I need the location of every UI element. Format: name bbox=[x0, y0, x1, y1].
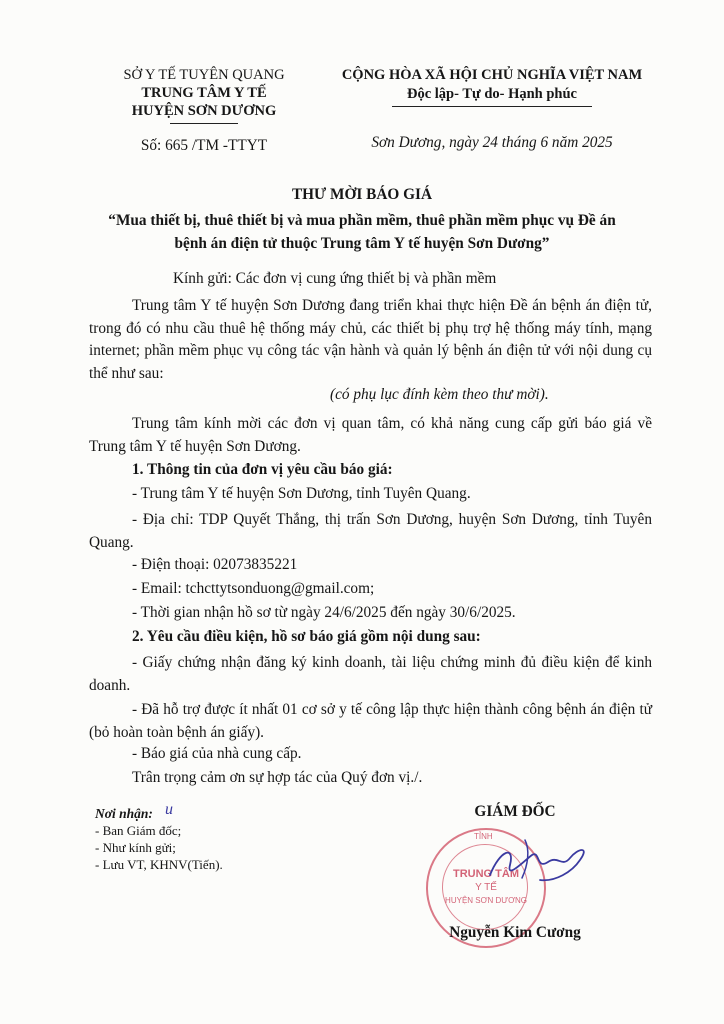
recipient-item-2: - Như kính gửi; bbox=[95, 840, 176, 855]
motto-underline bbox=[392, 106, 592, 107]
document-subject-line1: “Mua thiết bị, thuê thiết bị và mua phần mềm, thuê phần mềm phục vụ Đề án bbox=[108, 212, 616, 229]
recipient-line: Kính gửi: Các đơn vị cung ứng thiết bị và phần mềm bbox=[173, 270, 497, 287]
stamp-center-line2: Y TẾ bbox=[475, 882, 497, 893]
recipients-handwritten-mark: u bbox=[165, 801, 173, 818]
motto: Độc lập- Tự do- Hạnh phúc bbox=[407, 86, 577, 102]
section1-title: 1. Thông tin của đơn vị yêu cầu báo giá: bbox=[132, 461, 393, 478]
signer-title: GIÁM ĐỐC bbox=[474, 803, 556, 820]
stamp-top-text: TỈNH bbox=[474, 832, 493, 841]
signature-stroke bbox=[490, 850, 584, 880]
s1-item3: - Điện thoại: 02073835221 bbox=[132, 556, 298, 573]
recipient-item-3: - Lưu VT, KHNV(Tiến). bbox=[95, 857, 223, 872]
recipient-item-1: - Ban Giám đốc; bbox=[95, 823, 182, 838]
country-name: CỘNG HÒA XÃ HỘI CHỦ NGHĨA VIỆT NAM bbox=[341, 67, 643, 83]
signature-image bbox=[470, 820, 600, 900]
dept-name: SỞ Y TẾ TUYÊN QUANG bbox=[123, 67, 285, 83]
intro-paragraph: Trung tâm Y tế huyện Sơn Dương đang triển khai thực hiện Đề án bệnh án điện tử, trong đó có nhu cầu thuê hệ thống máy chủ, các thiết bị phụ trợ hệ thống máy tính, mạng internet; phần mềm phục vụ công tác vận hành và quản lý bệnh án điện tử với nội dung cụ thể như sau: bbox=[89, 297, 652, 382]
document-title: THƯ MỜI BÁO GIÁ bbox=[291, 186, 433, 203]
org-name-line1: TRUNG TÂM Y TẾ bbox=[141, 85, 267, 101]
recipients-label: Nơi nhận: bbox=[95, 806, 153, 821]
issue-date: Sơn Dương, ngày 24 tháng 6 năm 2025 bbox=[371, 134, 613, 151]
signature-stroke-2 bbox=[522, 840, 528, 878]
org-name-line2: HUYỆN SƠN DƯƠNG bbox=[131, 103, 277, 119]
s2-item2: - Đã hỗ trợ được ít nhất 01 cơ sở y tế công lập thực hiện thành công bệnh án điện tử (bỏ hoàn toàn bệnh án giấy). bbox=[89, 701, 652, 741]
document-subject-line2: bệnh án điện tử thuộc Trung tâm Y tế huyện Sơn Dương” bbox=[174, 235, 550, 252]
section2-title: 2. Yêu cầu điều kiện, hồ sơ báo giá gồm nội dung sau: bbox=[132, 628, 481, 645]
s1-item5: - Thời gian nhận hồ sơ từ ngày 24/6/2025 đến ngày 30/6/2025. bbox=[132, 604, 516, 621]
s1-item4: - Email: tchcttytsonduong@gmail.com; bbox=[132, 580, 375, 597]
org-underline bbox=[170, 123, 238, 124]
stamp-center-line1: TRUNG TÂM bbox=[453, 868, 519, 880]
s1-item2: - Địa chỉ: TDP Quyết Thắng, thị trấn Sơn Dương, huyện Sơn Dương, tỉnh Tuyên Quang. bbox=[89, 511, 652, 551]
closing-line: Trân trọng cảm ơn sự hợp tác của Quý đơn vị./. bbox=[132, 769, 423, 786]
s1-item1: - Trung tâm Y tế huyện Sơn Dương, tỉnh Tuyên Quang. bbox=[132, 485, 471, 502]
s2-item3: - Báo giá của nhà cung cấp. bbox=[132, 745, 302, 762]
document-number: Số: 665 /TM -TTYT bbox=[140, 137, 268, 154]
stamp-center-line3: HUYỆN SƠN DƯƠNG bbox=[445, 896, 527, 905]
signer-name: Nguyễn Kim Cương bbox=[449, 924, 581, 941]
appendix-note: (có phụ lục đính kèm theo thư mời). bbox=[330, 386, 549, 403]
invite-paragraph: Trung tâm kính mời các đơn vị quan tâm, có khả năng cung cấp gửi báo giá về Trung tâm Y tế huyện Sơn Dương. bbox=[89, 415, 652, 455]
s2-item1: - Giấy chứng nhận đăng ký kinh doanh, tài liệu chứng minh đủ điều kiện để kinh doanh. bbox=[89, 654, 652, 694]
